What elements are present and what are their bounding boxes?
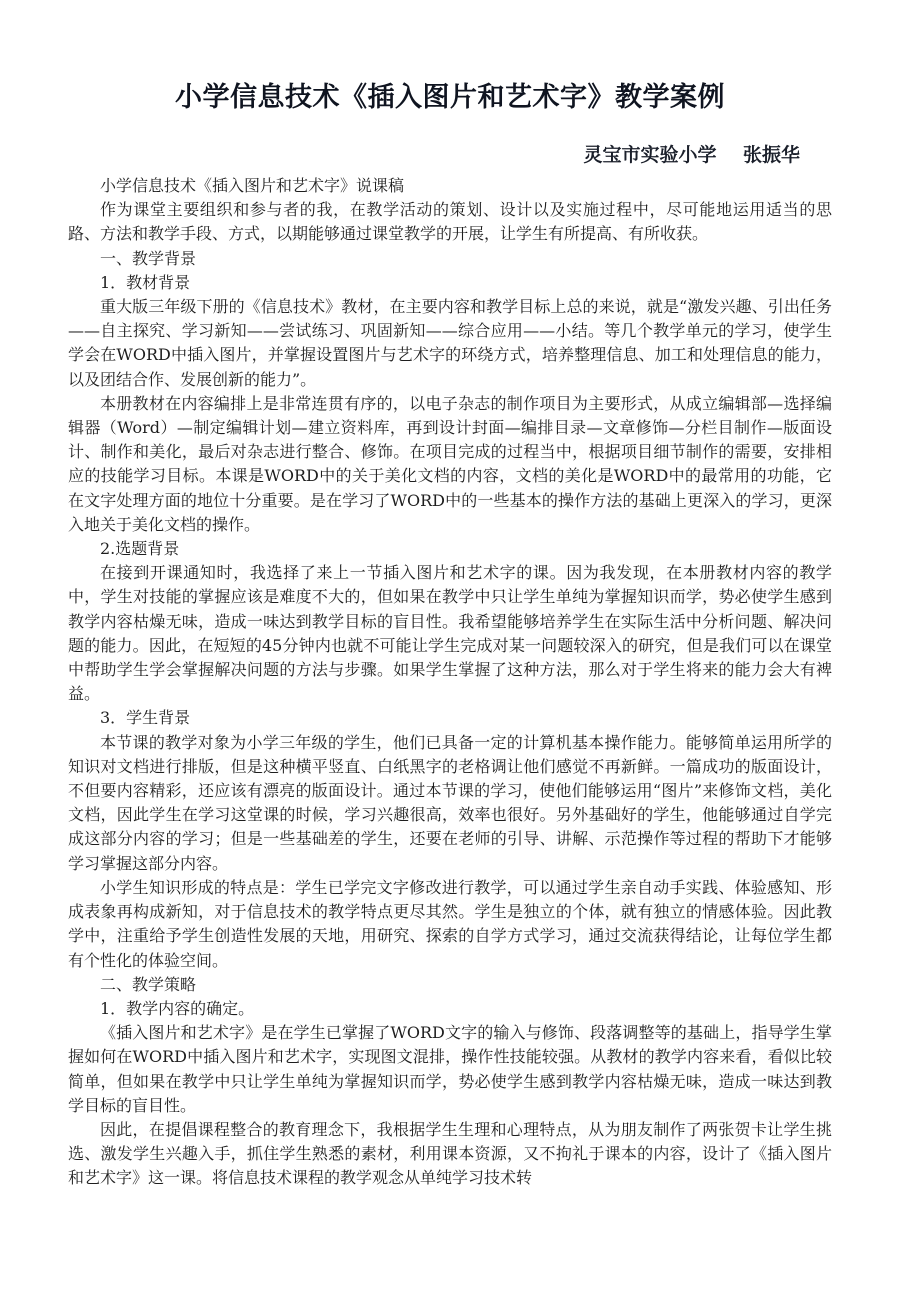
document-page [68, 0, 832, 1302]
document-body [68, 174, 832, 1191]
subsection-heading: 2.选题背景 [100, 539, 180, 559]
paragraph: 本册教材在内容编排上是非常连贯有序的，以电子杂志的制作项目为主要形式，从成立编辑部—选择编辑器（Word）—制定编辑计划—建立资料库，再到设计封面—编排目录—文章修饰—分栏目制作—版面设计、制作和美化，最后对杂志进行整合、修饰。在项目完成的过程当中，根据项目细节制作的需要，安排相应的技能学习目标。本课是WORD中的关于美化文档的内容，文档的美化是WORD中的最常用的功能，它在文字处理方面的地位十分重要。是在学习了WORD中的一些基本的操作方法的基础上更深入的学习，更深入地关于美化文档的操作。 [68, 393, 832, 534]
paragraph: 本节课的教学对象为小学三年级的学生，他们已具备一定的计算机基本操作能力。能够简单运用所学的知识对文档进行排版，但是这种横平竖直、白纸黑字的老格调让他们感觉不再新鲜。一篇成功的版面设计，不但要内容精彩，还应该有漂亮的版面设计。通过本节课的学习，使他们能够运用“图片”来修饰文档，美化文档，因此学生在学习这堂课的时候，学习兴趣很高，效率也很好。另外基础好的学生，他能够通过自学完成这部分内容的学习；但是一些基础差的学生，还要在老师的引导、讲解、示范操作等过程的帮助下才能够学习掌握这部分内容。 [68, 732, 832, 873]
paragraph: 《插入图片和艺术字》是在学生已掌握了WORD文字的输入与修饰、段落调整等的基础上，指导学生掌握如何在WORD中插入图片和艺术字，实现图文混排，操作性技能较强。从教材的教学内容来看，看似比较简单，但如果在教学中只让学生单纯为掌握知识而学，势必使学生感到教学内容枯燥无味，造成一味达到教学目标的盲目性。 [68, 1023, 832, 1115]
section-heading: 一、教学背景 [100, 248, 197, 268]
section-heading: 二、教学策略 [100, 974, 197, 994]
paragraph: 因此，在提倡课程整合的教育理念下，我根据学生生理和心理特点，从为朋友制作了两张贺卡让学生挑选、激发学生兴趣入手，抓住学生熟悉的素材，利用课本资源，又不拘礼于课本的内容，设计了《插入图片和艺术字》这一课。将信息技术课程的教学观念从单纯学习技术转 [68, 1119, 832, 1188]
paragraph: 小学生知识形成的特点是：学生已学完文字修改进行教学，可以通过学生亲自动手实践、体验感知、形成表象再构成新知，对于信息技术的教学特点更尽其然。学生是独立的个体，就有独立的情感体验。因此教学中，注重给予学生创造性发展的天地，用研究、探索的自学方式学习，通过交流获得结论，让每位学生都有个性化的体验空间。 [68, 877, 832, 970]
subsection-heading: 1．教学内容的确定。 [100, 998, 255, 1018]
paragraph: 小学信息技术《插入图片和艺术字》说课稿 [100, 176, 405, 195]
subsection-heading: 1．教材背景 [100, 272, 191, 292]
paragraph: 作为课堂主要组织和参与者的我，在教学活动的策划、设计以及实施过程中，尽可能地运用适当的思路、方法和教学手段、方式，以期能够通过课堂教学的开展，让学生有所提高、有所收获。 [68, 200, 832, 244]
document-author: 灵宝市实验小学 张振华 [583, 144, 800, 166]
paragraph: 在接到开课通知时，我选择了来上一节插入图片和艺术字的课。因为我发现，在本册教材内容的教学中，学生对技能的掌握应该是难度不大的，但如果在教学中只让学生单纯为掌握知识而学，势必使学生感到教学内容枯燥无味，造成一味达到教学目标的盲目性。我希望能够培养学生在实际生活中分析问题、解决问题的能力。因此，在短短的45分钟内也就不可能让学生完成对某一问题较深入的研究，但是我们可以在课堂中帮助学生学会掌握解决问题的方法与步骤。如果学生掌握了这种方法，那么对于学生将来的能力会大有裨益。 [68, 563, 832, 704]
document-title: 小学信息技术《插入图片和艺术字》教学案例 [175, 82, 725, 113]
subsection-heading: 3．学生背景 [100, 708, 191, 728]
paragraph: 重大版三年级下册的《信息技术》教材，在主要内容和教学目标上总的来说，就是“激发兴趣、引出任务——自主探究、学习新知——尝试练习、巩固新知——综合应用——小结。等几个教学单元的学习，使学生学会在WORD中插入图片，并掌握设置图片与艺术字的环绕方式，培养整理信息、加工和处理信息的能力，以及团结合作、发展创新的能力”。 [68, 297, 832, 389]
